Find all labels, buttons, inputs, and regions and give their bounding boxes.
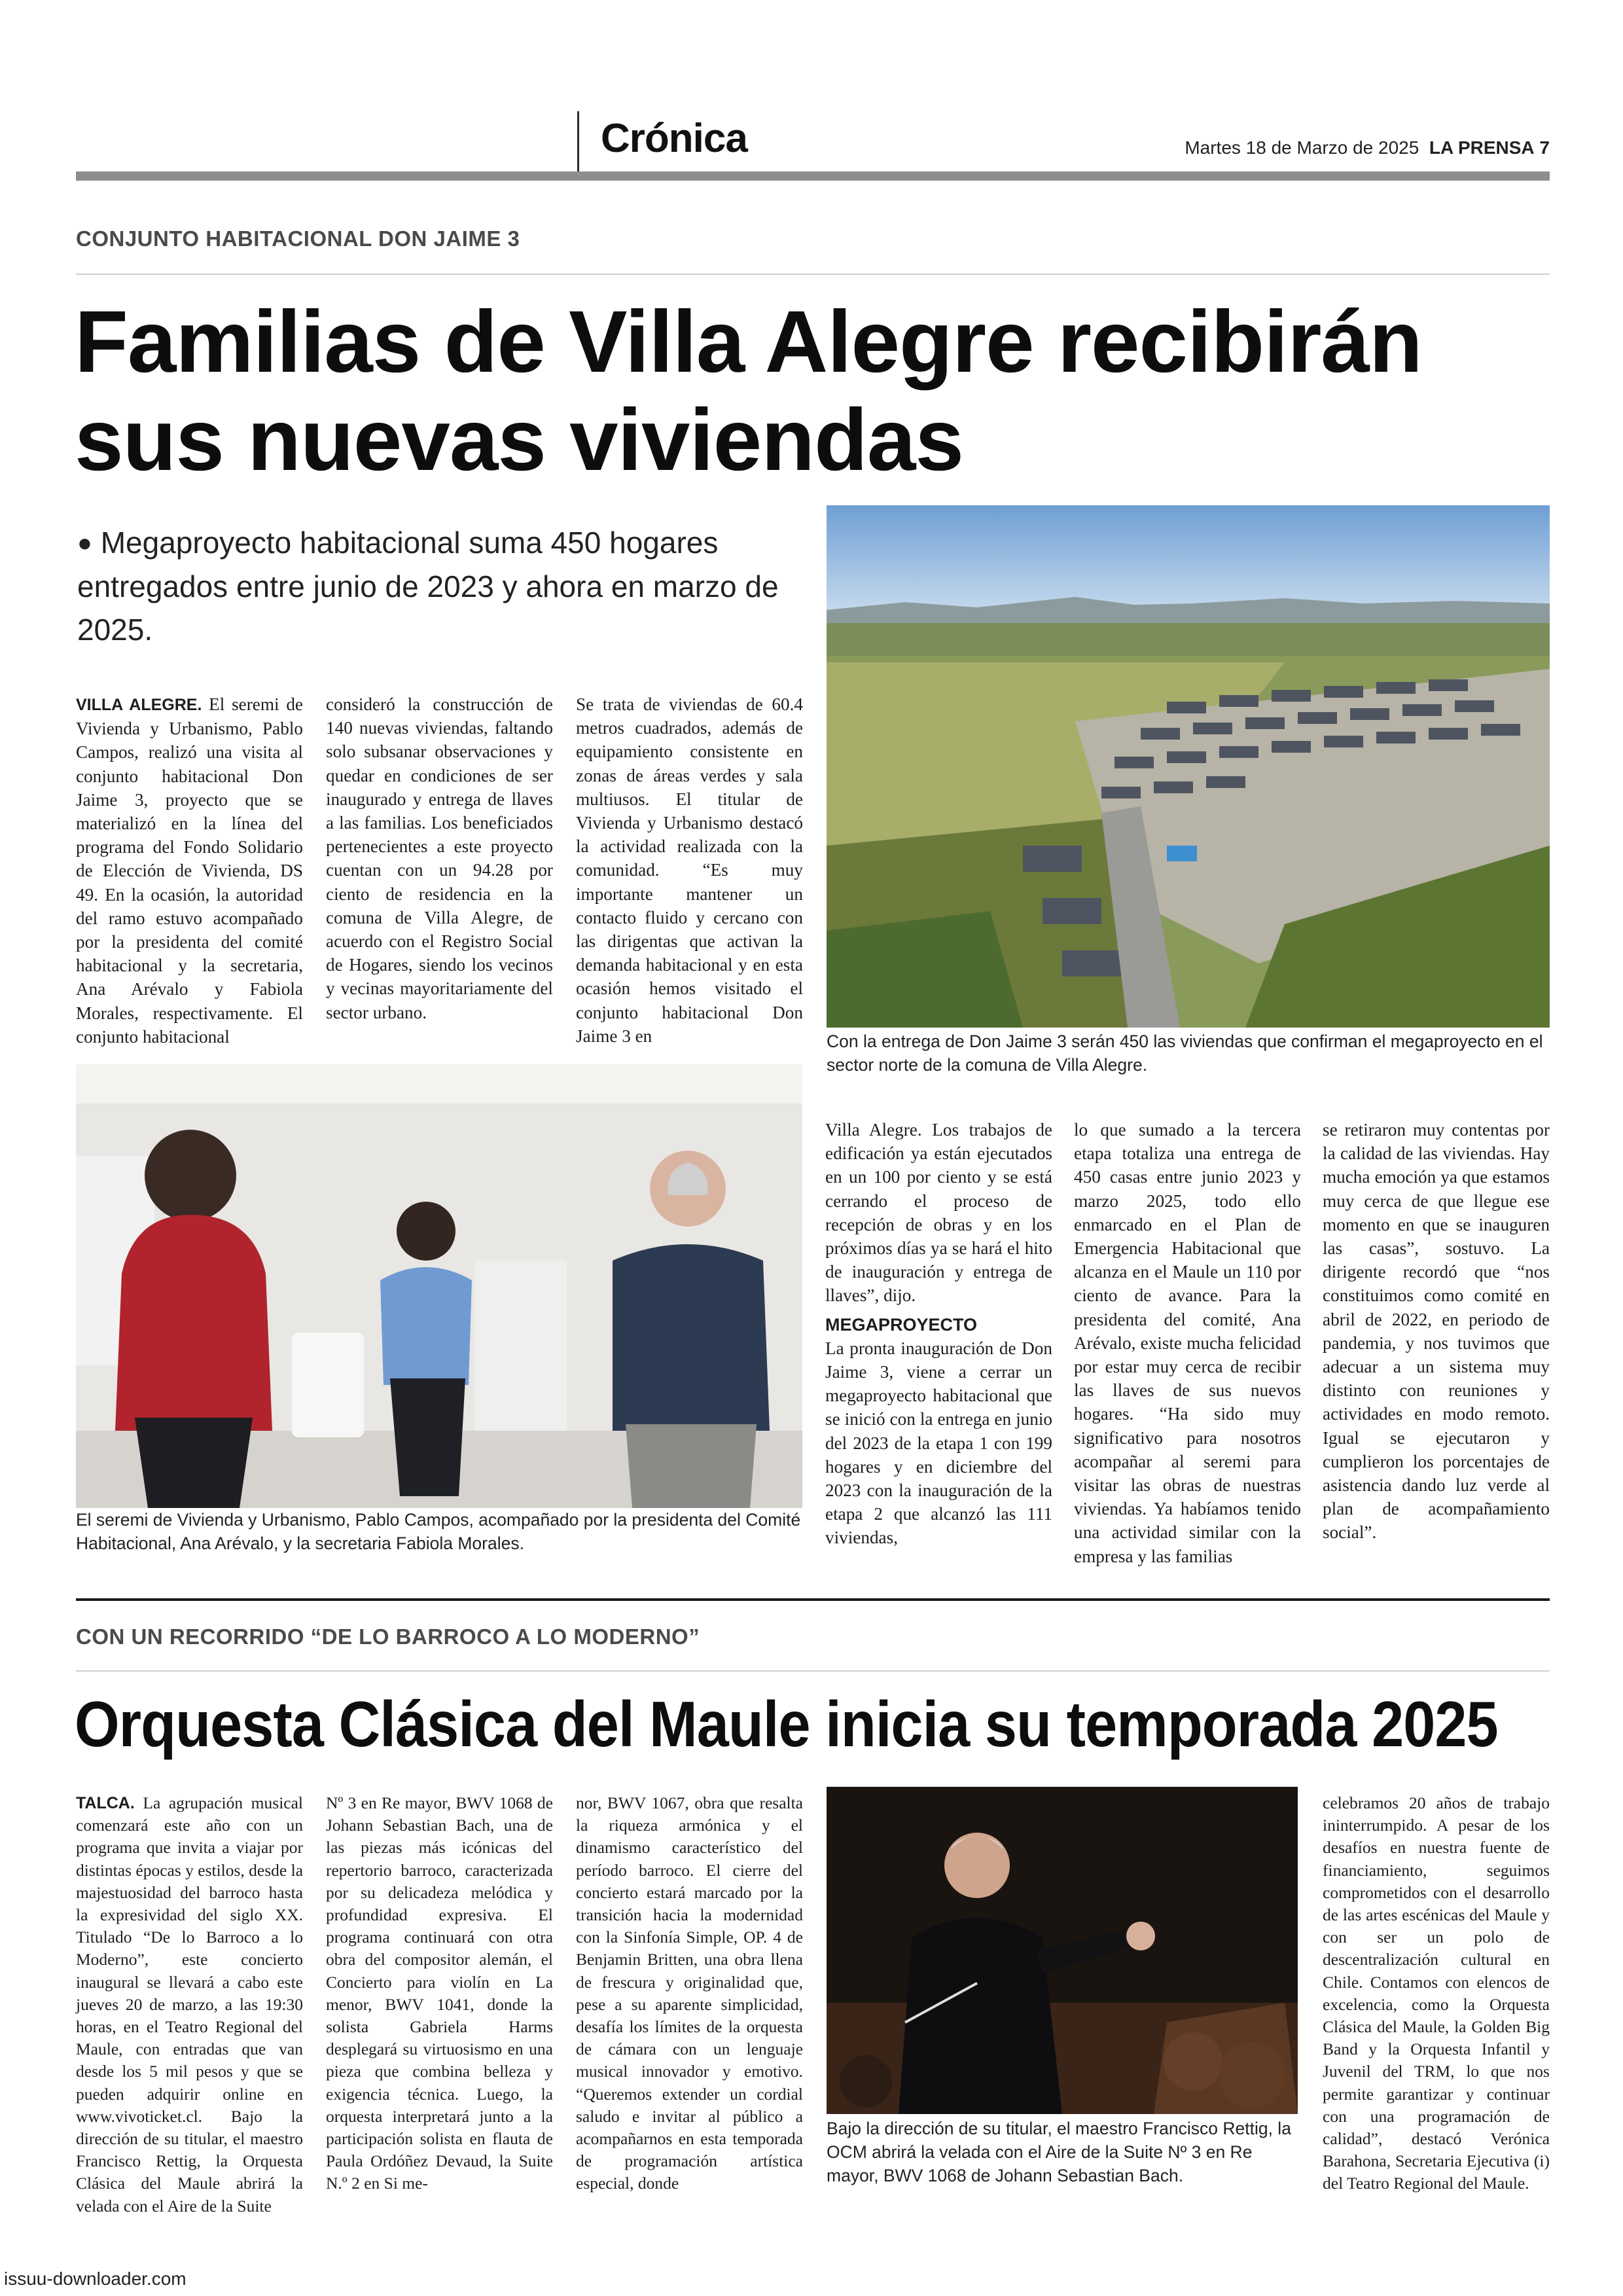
kicker-rule (76, 274, 1550, 275)
article1-col-6-text: se retiraron muy contentas por la calidad de las viviendas. Hay mucha emoción ya que estamos muy cerca de que llegue ese momento en que se inauguren las casas”, sostuvo. La dirigente recordó que “nos constituimos como comité en abril de 2022, en periodo de pandemia, y nos tuvimos que adecuar a un sistema muy distinto con reuniones y actividades en modo remoto. Igual se ejecutaron y cumplieron los porcentajes de asistencia dando luz verde al plan de acompañamiento social”. (1323, 1120, 1550, 1543)
headline-line-2: sus nuevas viviendas (75, 391, 963, 489)
article2-col-4 (1323, 1792, 1550, 2195)
article1-col-5-text: lo que sumado a la tercera etapa totaliza una entrega de 450 casas entre junio 2023 y marzo 2025, todo ello enmarcado en el Plan de Emergencia Habitacional que alcanza en el Maule un 110 por ciento de avance. Para la presidenta del comité, Ana Arévalo, existe mucha felicidad por estar muy cerca de recibir las llaves de sus nuevos hogares. “Ha sido muy significativo para nosotros acompañar al seremi para visitar las obras de nuestras viviendas. Ya habíamos tenido una actividad similar con la empresa y las familias (1074, 1120, 1301, 1566)
watermark: issuu-downloader.com (4, 2269, 187, 2289)
officials-visit-photo (76, 1064, 802, 1508)
paper-name: LA PRENSA (1429, 137, 1535, 158)
conductor-photo-caption: Bajo la dirección de su titular, el maestro Francisco Rettig, la OCM abrirá la velada con el Aire de la Suite Nº 3 en Re mayor, BWV 1068 de Johann Sebastian Bach. (827, 2119, 1291, 2185)
article1-col-4b-text: La pronta inauguración de Don Jaime 3, viene a cerrar un megaproyecto habitacional que se inició con la entrega en junio del 2023 de la etapa 1 con 199 hogares y en diciembre del 2023 con la inauguración de la etapa 2 que alcanzó las 111 viviendas, (825, 1338, 1052, 1548)
article2-col-4-text: celebramos 20 años de trabajo ininterrumpido. A pesar de los desafíos en nuestra fuente de financiamiento, seguimos comprometidos con el desarrollo de las artes escénicas del Maule y con ser un polo de descentralización cultural en Chile. Contamos con elencos de excelencia, como la Orquesta Clásica del Maule, la Golden Big Band y la Orquesta Infantil y Juvenil del TRM, lo que nos permite garantizar y continuar con una programación de calidad”, destacó Verónica Barahona, Secretaria Ejecutiva (i) del Teatro Regional del Maule. (1323, 1793, 1550, 2193)
deck-text: Megaproyecto habitacional suma 450 hogares entregados entre junio de 2023 y ahora en marzo de 2025. (77, 526, 779, 647)
article1-col-4 (825, 1118, 1052, 1550)
bullet-icon: ● (77, 529, 92, 557)
photo2-caption: El seremi de Vivienda y Urbanismo, Pablo Campos, acompañado por la presidenta del Comité Habitacional, Ana Arévalo, y la secretaria Fabiola Morales. (76, 1510, 801, 1553)
header-dateline (1185, 137, 1550, 158)
article2-col-2-text: Nº 3 en Re mayor, BWV 1068 de Johann Sebastian Bach, una de las piezas más icónicas del repertorio barroco, caracterizada por su delicadeza melódica y profundidad expresiva. El programa continuará con otra obra del compositor alemán, el Concierto para violín en La menor, BWV 1041, donde la solista Gabriela Harms desplegará su virtuosismo en una pieza que combina belleza y exigencia técnica. Luego, la orquesta interpretará junto a la participación solista en flauta de Paula Ordóñez Devaud, la Suite N.º 2 en Si me- (326, 1793, 553, 2193)
megaproyecto-subhead: MEGAPROYECTO (825, 1314, 978, 1335)
section-name: Crónica (601, 116, 747, 161)
article2-col-1 (76, 1792, 303, 2217)
conductor-photo-illustration (827, 1787, 1298, 2114)
dateline-2: TALCA. (76, 1794, 135, 1812)
header-date: Martes 18 de Marzo de 2025 (1185, 137, 1419, 158)
article1-col-4a-text: Villa Alegre. Los trabajos de edificación ya están ejecutados en un 100 por ciento y se está cerrando el proceso de recepción de obras y en los próximos días ya se hará el hito de inauguración y entrega de llaves”, dijo. (825, 1120, 1052, 1306)
officials-photo-illustration (76, 1064, 802, 1508)
article1-headline (75, 293, 1580, 490)
article2-col-3 (576, 1792, 803, 2195)
article1-col-1-text: El seremi de Vivienda y Urbanismo, Pablo Campos, realizó una visita al conjunto habitacional Don Jaime 3, proyecto que se materializó en la línea del programa del Fondo Solidario de Elección de Vivienda, DS 49. En la ocasión, la autoridad del ramo estuvo acompañado por la presidenta del comité habitacional y la secretaria, Ana Arévalo y Fabiola Morales, respectivamente. El conjunto habitacional (76, 694, 303, 1047)
article1-col-1 (76, 692, 303, 1049)
article2-kicker: CON UN RECORRIDO “DE LO BARROCO A LO MODERNO” (76, 1624, 700, 1649)
article1-kicker: CONJUNTO HABITACIONAL DON JAIME 3 (76, 226, 520, 251)
article1-col-3-text: Se trata de viviendas de 60.4 metros cuadrados, además de equipamiento consistente en zonas de áreas verdes y sala multiusos. El titular de Vivienda y Urbanismo destacó la actividad realizada con la comunidad. “Es muy importante mantener un contacto fluido y cercano con las dirigentas que activan la demanda habitacional y en esta ocasión hemos visitado el conjunto habitacional Don Jaime 3 en (576, 694, 803, 1046)
photo1-caption: Con la entrega de Don Jaime 3 serán 450 las viviendas que confirman el megaproyecto en el sector norte de la comuna de Villa Alegre. (827, 1031, 1543, 1075)
article1-col-5 (1074, 1118, 1301, 1568)
aerial-photo-illustration (827, 505, 1550, 1028)
article2-col-2 (326, 1792, 553, 2195)
aerial-housing-photo (827, 505, 1550, 1028)
page-number: 7 (1539, 137, 1550, 158)
article1-col-2-text: consideró la construcción de 140 nuevas viviendas, faltando solo subsanar observaciones y quedar en condiciones de ser inaugurado y entrega de llaves a las familias. Los beneficiados pertenecientes a este proyecto cuentan con un 94.28 por ciento de residencia en la comuna de Villa Alegre, de acuerdo con el Registro Social de Hogares, siendo los vecinos y vecinas mayoritariamente del sector urbano. (326, 694, 553, 1022)
kicker-rule-2 (76, 1670, 1550, 1672)
header-bar (76, 171, 1550, 181)
article1-col-2 (326, 692, 553, 1024)
article2-col-3-text: nor, BWV 1067, obra que resalta la riqueza armónica y el dinamismo característico del período barroco. El cierre del concierto estará marcado por la transición hacia la modernidad con la Sinfonía Simple, OP. 4 de Benjamin Britten, una obra llena de frescura y originalidad que, pese a su aparente simplicidad, desafía los límites de la orquesta de cámara con un lenguaje musical innovador y emotivo. “Queremos extender un cordial saludo e invitar al público a acompañarnos en esta temporada de programación artística especial, donde (576, 1793, 803, 2193)
header-divider (577, 111, 579, 171)
article1-deck (77, 521, 784, 651)
article1-col-3 (576, 692, 803, 1048)
article2-headline: Orquesta Clásica del Maule inicia su temporada 2025 (75, 1688, 1498, 1760)
article2-col-1-text: La agrupación musical comenzará este año con un programa que invita a viajar por distintas épocas y estilos, desde la majestuosidad del barroco hasta la expresividad del siglo XX. Titulado “De lo Barroco a lo Moderno”, este concierto inaugural se llevará a cabo este jueves 20 de marzo, a las 19:30 horas, en el Teatro Regional del Maule, con entradas que van desde los 5 mil pesos y que se pueden adquirir online en www.vivoticket.cl. Bajo la dirección de su titular, el maestro Francisco Rettig, la Orquesta Clásica del Maule abrirá la velada con el Aire de la Suite (76, 1793, 304, 2215)
section-divider (76, 1598, 1550, 1601)
article1-col-6 (1323, 1118, 1550, 1545)
headline-line-1: Familias de Villa Alegre recibirán (75, 293, 1422, 391)
dateline: VILLA ALEGRE. (76, 696, 202, 714)
conductor-photo (827, 1787, 1298, 2114)
